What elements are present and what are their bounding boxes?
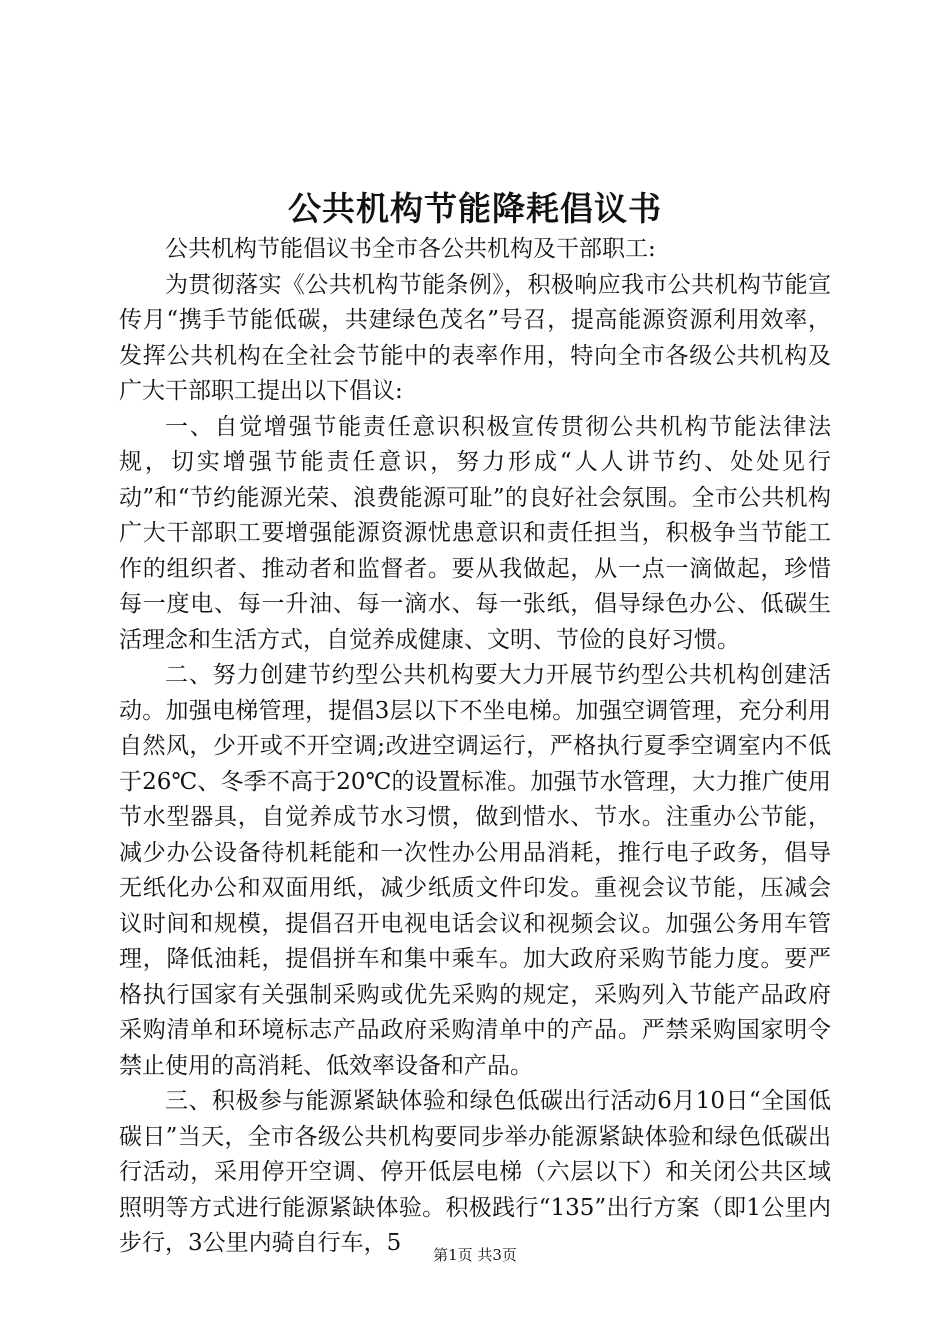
paragraph-section-1: 一、自觉增强节能责任意识积极宣传贯彻公共机构节能法律法规，切实增强节能责任意识，努力形成“人人讲节约、处处见行动”和“节约能源光荣、浪费能源可耻”的良好社会氛围。全市公共机构广大干部职工要增强能源资源忧患意识和责任担当，积极争当节能工作的组织者、推动者和监督者。要从我做起，从一点一滴做起，珍惜每一度电、每一升油、每一滴水、每一张纸，倡导绿色办公、低碳生活理念和生活方式，自觉养成健康、文明、节俭的良好习惯。 bbox=[119, 413, 831, 653]
paragraph-salutation: 公共机构节能倡议书全市各公共机构及干部职工: bbox=[165, 236, 656, 262]
paragraph-intro: 为贯彻落实《公共机构节能条例》，积极响应我市公共机构节能宣传月“携手节能低碳，共建绿色茂名”号召，提高能源资源利用效率，发挥公共机构在全社会节能中的表率作用，特向全市各级公共机构及广大干部职工提出以下倡议: bbox=[119, 271, 831, 404]
page-footer: 第1页 共3页 bbox=[433, 1246, 517, 1264]
paragraph-section-3: 三、积极参与能源紧缺体验和绿色低碳出行活动6月10日“全国低碳日”当天，全市各级公共机构要同步举办能源紧缺体验和绿色低碳出行活动，采用停开空调、停开低层电梯（六层以下）和关闭公共区域照明等方式进行能源紧缺体验。积极践行“135”出行方案（即1公里内步行，3公里内骑自行车，5 bbox=[119, 1088, 831, 1256]
document-body bbox=[119, 232, 831, 1262]
document-title: 公共机构节能降耗倡议书 bbox=[288, 189, 662, 228]
paragraph-section-2: 二、努力创建节约型公共机构要大力开展节约型公共机构创建活动。加强电梯管理，提倡3层以下不坐电梯。加强空调管理，充分利用自然风，少开或不开空调;改进空调运行，严格执行夏季空调室内不低于26℃、冬季不高于20℃的设置标准。加强节水管理，大力推广使用节水型器具，自觉养成节水习惯，做到惜水、节水。注重办公节能，减少办公设备待机耗能和一次性办公用品消耗，推行电子政务，倡导无纸化办公和双面用纸，减少纸质文件印发。重视会议节能，压减会议时间和规模，提倡召开电视电话会议和视频会议。加强公务用车管理，降低油耗，提倡拼车和集中乘车。加大政府采购节能力度。要严格执行国家有关强制采购或优先采购的规定，采购列入节能产品政府采购清单和环境标志产品政府采购清单中的产品。严禁采购国家明令禁止使用的高消耗、低效率设备和产品。 bbox=[119, 662, 831, 1079]
